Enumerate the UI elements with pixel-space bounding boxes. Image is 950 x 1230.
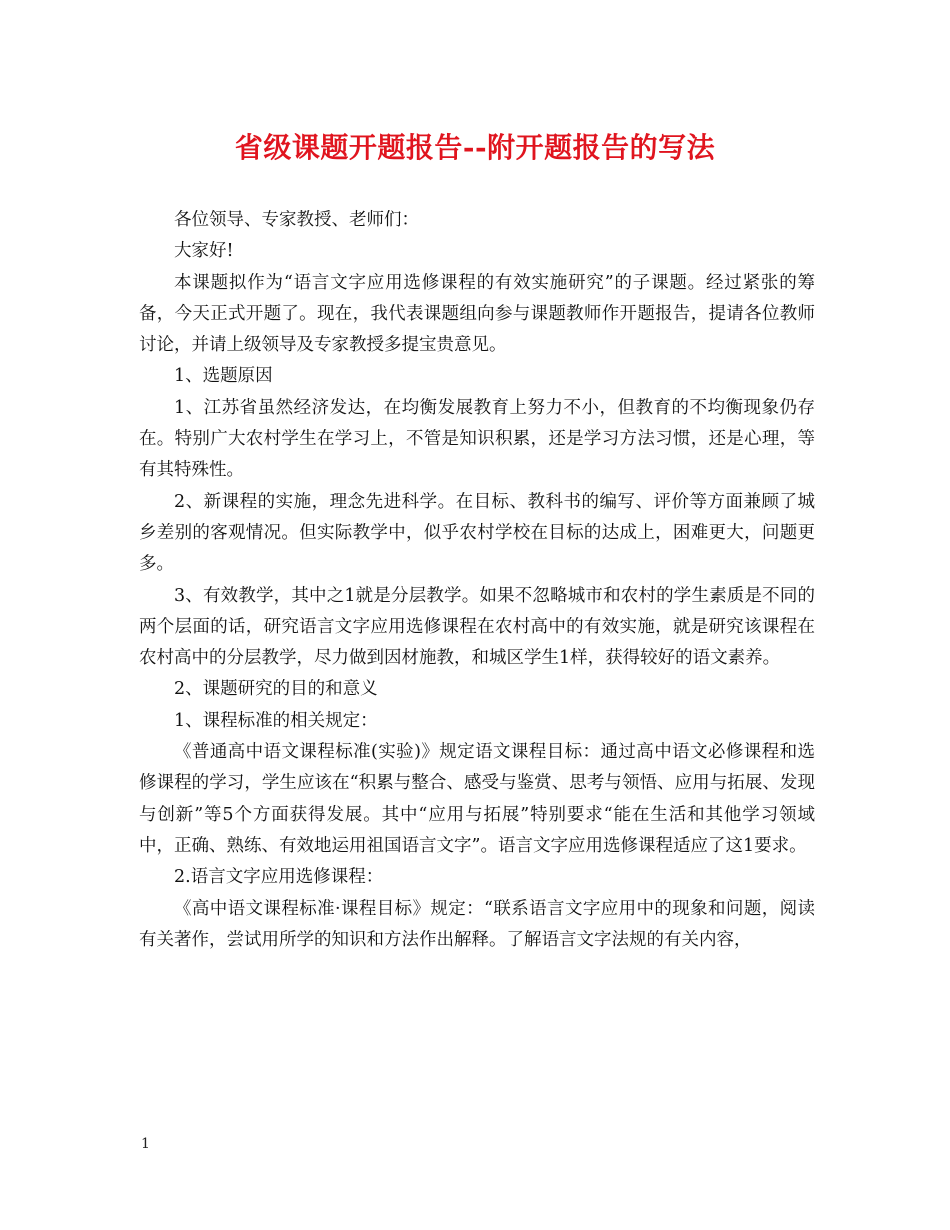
reason-paragraph-3: 3、有效教学，其中之1就是分层教学。如果不忽略城市和农村的学生素质是不同的两个层面的话，研究语言文字应用选修课程在农村高中的有效实施，就是研究该课程在农村高中的分层教学，尽力做到因材施教，和城区学生1样，获得较好的语文素养。 — [139, 585, 815, 669]
reason-paragraph-1: 1、江苏省虽然经济发达，在均衡发展教育上努力不小，但教育的不均衡现象仍存在。特别广大农村学生在学习上，不管是知识积累，还是学习方法习惯，还是心理，等有其特殊性。 — [139, 397, 815, 481]
reason-paragraph-2: 2、新课程的实施，理念先进科学。在目标、教科书的编写、评价等方面兼顾了城乡差别的客观情况。但实际教学中，似乎农村学校在目标的达成上，困难更大，问题更多。 — [139, 491, 815, 575]
document-body — [139, 205, 815, 956]
section-heading-purpose: 2、课题研究的目的和意义 — [174, 679, 378, 700]
subheading-elective: 2.语言文字应用选修课程： — [174, 867, 384, 888]
elective-paragraph: 《高中语文课程标准·课程目标》规定：“联系语言文字应用中的现象和问题，阅读有关著作，尝试用所学的知识和方法作出解释。了解语言文字法规的有关内容， — [139, 898, 815, 950]
document-title: 省级课题开题报告--附开题报告的写法 — [234, 131, 716, 164]
subheading-standards: 1、课程标准的相关规定： — [174, 710, 378, 731]
greeting-paragraph: 各位领导、专家教授、老师们： — [174, 210, 419, 230]
standards-paragraph: 《普通高中语文课程标准(实验)》规定语文课程目标：通过高中语文必修课程和选修课程的学习，学生应该在“积累与整合、感受与鉴赏、思考与领悟、应用与拓展、发现与创新”等5个方面获得发展。其中“应用与拓展”特别要求“能在生活和其他学习领域中，正确、熟练、有效地运用祖国语言文字”。语言文字应用选修课程适应了这1要求。 — [139, 742, 815, 856]
section-heading-reasons: 1、选题原因 — [174, 366, 273, 387]
page-number: 1 — [141, 1136, 150, 1152]
salutation-paragraph: 大家好! — [174, 241, 234, 262]
intro-paragraph: 本课题拟作为“语言文字应用选修课程的有效实施研究”的子课题。经过紧张的筹备，今天正式开题了。现在，我代表课题组向参与课题教师作开题报告，提请各位教师讨论，并请上级领导及专家教授多提宝贵意见。 — [139, 272, 815, 356]
